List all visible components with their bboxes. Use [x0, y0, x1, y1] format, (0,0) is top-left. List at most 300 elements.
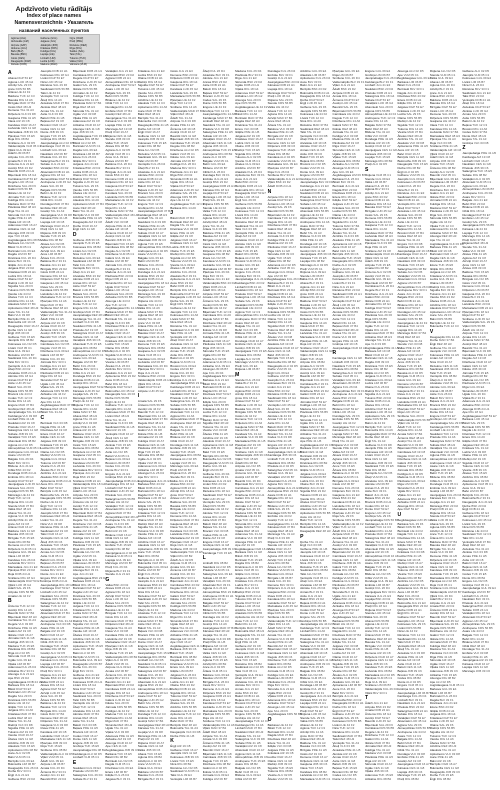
grid-reference: JKB 39 C6 — [253, 453, 268, 458]
grid-reference: LUD 45 G2 — [185, 295, 201, 300]
place-name: Kuldīga — [202, 776, 214, 781]
place-name: Aizvīķi — [105, 151, 115, 156]
place-name: Līvāni — [202, 482, 212, 487]
grid-reference: KRS 56 B5 — [147, 94, 163, 99]
grid-reference: LIM 06 B7 — [83, 359, 98, 364]
grid-reference: KRS 56 B5 — [247, 611, 263, 616]
place-name: Ārciems — [40, 769, 53, 774]
place-name: Madona — [40, 367, 53, 372]
grid-reference: JKB 39 C6 — [244, 245, 259, 250]
grid-reference: SAL 29 F6 — [246, 507, 261, 512]
grid-reference: KUL 26 D4 — [215, 579, 231, 584]
place-name: Amata — [72, 496, 83, 501]
place-name: Pļaviņas — [8, 133, 21, 138]
grid-reference: JKB 39 C6 — [184, 755, 199, 760]
grid-reference: TAL 31 A3 — [113, 216, 128, 221]
grid-reference: VLK 03 D8 — [114, 521, 129, 526]
place-name: Ērgļi — [137, 130, 145, 135]
grid-reference: LIE 44 F2 — [84, 90, 98, 95]
grid-reference: DOB 24 H1 — [244, 694, 260, 699]
grid-reference: DGP 53 E7 — [213, 291, 229, 296]
place-name: Viesīte — [170, 697, 181, 702]
place-name: Annas — [105, 446, 115, 451]
grid-reference: RIG 08 B2 — [218, 151, 233, 156]
grid-reference: JKB 39 C6 — [51, 230, 66, 235]
grid-reference: KUL 26 D4 — [180, 571, 195, 576]
place-name: Biķernieki — [137, 413, 152, 418]
grid-reference: LIM 06 B7 — [246, 166, 261, 171]
place-name: Demene — [72, 446, 86, 451]
place-name: Bērzpils — [170, 288, 182, 293]
grid-reference: DGP 53 E7 — [244, 500, 260, 505]
place-name: Viesīte — [8, 291, 18, 296]
grid-reference: GUL 09 E4 — [274, 370, 290, 375]
grid-reference: RIG 14 A6 — [253, 313, 268, 318]
place-name: Viļāni — [8, 147, 17, 152]
place-name: Ciblā — [137, 266, 146, 271]
grid-reference: BSK 23 D2 — [113, 582, 129, 587]
grid-reference: MAD 37 B4 — [53, 101, 69, 106]
place-name: Priekule — [105, 493, 118, 498]
grid-reference: REZ 48 H3 — [54, 514, 70, 519]
place-name: Akmeņdziras — [8, 446, 27, 451]
grid-reference: VLM 05 C1 — [50, 345, 66, 350]
grid-reference: MAD 37 B4 — [210, 726, 227, 731]
place-name: Barkava — [235, 108, 247, 113]
place-name: Apšuciems — [202, 442, 219, 447]
place-name: Pļaviņas — [170, 539, 183, 544]
place-name: Tukums — [72, 625, 85, 630]
grid-reference: JLG 21 E3 — [150, 69, 165, 73]
grid-reference: JLG 21 E3 — [150, 270, 166, 275]
grid-reference: DOB 24 H1 — [20, 270, 36, 275]
grid-reference: BSK 23 D2 — [52, 474, 68, 479]
grid-reference: JLG 21 E3 — [144, 370, 160, 375]
place-name: Madona — [202, 338, 215, 343]
grid-reference: GUL 09 E4 — [116, 356, 132, 361]
grid-reference: REZ 48 H3 — [178, 112, 194, 117]
place-name: Talsi — [202, 496, 210, 501]
grid-reference: CES 11 G8 — [245, 751, 261, 756]
place-name: Lielvārde — [170, 90, 184, 95]
grid-reference: LIM 06 B7 — [179, 367, 194, 372]
place-name: Subate — [40, 604, 51, 609]
grid-reference: LUD 45 G2 — [49, 381, 65, 386]
place-name: Biķernieki — [105, 683, 120, 688]
place-name: Kokneses — [72, 244, 87, 249]
place-name: Limbaži — [105, 485, 117, 490]
grid-reference: CES 11 G8 — [274, 248, 290, 253]
place-name: Kandava — [137, 356, 151, 361]
place-name: Engure — [170, 374, 181, 379]
grid-reference: TUK 15 E5 — [85, 543, 101, 548]
place-name: Tukums — [40, 460, 52, 465]
grid-reference: MAD 37 B4 — [47, 302, 63, 307]
place-name: Dzelzava — [137, 496, 151, 501]
grid-reference: RIG 08 B2 — [180, 252, 195, 257]
grid-reference: TUK 15 E5 — [214, 349, 230, 354]
place-name: Ādaži — [105, 661, 114, 666]
grid-reference: CES 11 G8 — [20, 226, 36, 231]
place-name: Valka — [202, 209, 211, 214]
grid-reference: OGR 16 A7 — [182, 539, 198, 544]
place-name: Viļāni — [202, 726, 211, 731]
grid-reference: CES 11 G8 — [211, 241, 227, 246]
grid-reference: DGP 53 E7 — [277, 198, 293, 203]
place-name: Codes — [105, 464, 115, 469]
place-name: Rūjiena — [72, 403, 84, 408]
place-name: Ugāle — [105, 726, 114, 731]
grid-reference: RIG 14 A6 — [182, 205, 196, 210]
grid-reference: LIM 06 B7 — [86, 259, 101, 264]
place-name: Asīte — [72, 284, 81, 289]
grid-reference: JLG 21 E3 — [84, 162, 99, 167]
place-name: Avotiņi — [105, 676, 116, 681]
place-name: Engure — [202, 104, 214, 109]
place-name: Tukums — [170, 259, 182, 264]
grid-reference: VLK 03 D8 — [57, 212, 72, 217]
grid-reference: AIZ 19 C8 — [83, 730, 98, 735]
grid-reference: VLK 03 D8 — [182, 528, 198, 533]
place-name: Burtnieki — [8, 248, 21, 253]
place-name: Dziļezers — [202, 690, 216, 695]
place-name: Alauksts — [72, 198, 86, 203]
grid-reference: DOB 24 H1 — [177, 284, 193, 289]
place-name: Rīga — [8, 650, 16, 655]
place-name: Kuldīga — [235, 507, 247, 512]
place-name: Pļaviņas — [170, 97, 183, 102]
place-name: Asīte — [40, 553, 49, 558]
grid-reference: BLV 33 F1 — [244, 582, 259, 587]
place-name: Asare — [8, 453, 17, 458]
grid-reference: BSK 23 D2 — [274, 388, 290, 393]
place-name: Olaine — [235, 586, 245, 591]
place-name: Dzērbene — [235, 492, 250, 497]
place-name: Lielvārde — [235, 435, 249, 440]
place-name: Bukmuiža — [40, 492, 55, 497]
place-name: Dunte — [40, 130, 50, 135]
grid-reference: DOB 24 H1 — [215, 385, 231, 390]
place-name: Rēzekne — [105, 421, 119, 426]
grid-reference: PRE 41 H5 — [19, 417, 35, 422]
grid-reference: BSK 23 D2 — [148, 683, 163, 688]
grid-reference: LUD 45 G2 — [114, 697, 130, 702]
grid-reference: GUL 09 E4 — [214, 363, 230, 368]
place-name: Bauska — [8, 532, 19, 537]
place-name: Dagda — [105, 762, 116, 767]
grid-reference: LIE 44 F2 — [48, 191, 62, 196]
grid-reference: BLV 33 F1 — [116, 776, 131, 781]
place-name: Ārciems — [202, 299, 215, 303]
grid-reference: CES 11 G8 — [52, 327, 68, 332]
grid-reference: KUL 26 D4 — [247, 579, 263, 584]
grid-reference: BLV 33 F1 — [116, 266, 131, 271]
place-name: Līvāni — [267, 385, 277, 390]
grid-reference: VLM 05 C1 — [181, 561, 197, 566]
place-name: Biķernieki — [8, 173, 22, 178]
grid-reference: DGP 53 E7 — [276, 298, 292, 303]
grid-reference: MAD 37 B4 — [54, 611, 70, 616]
place-name: Abavnieki — [105, 507, 120, 512]
grid-reference: SAL 29 F6 — [214, 299, 229, 303]
place-name: Pļaviņas — [40, 299, 53, 303]
grid-reference: KUL 26 D4 — [246, 69, 262, 73]
place-name: Ābeles — [202, 431, 213, 436]
grid-reference: LIE 44 F2 — [147, 406, 161, 411]
place-name: Biķernieki — [170, 137, 185, 142]
place-name: Codes — [8, 395, 18, 400]
grid-reference: OGR 16 A7 — [182, 747, 198, 752]
grid-reference: RIG 08 B2 — [246, 151, 261, 156]
index-letter-heading: B — [8, 598, 12, 605]
place-name: Avotiņi — [40, 331, 51, 336]
grid-reference: MAD 37 B4 — [278, 323, 294, 328]
place-name: Galēni — [72, 83, 83, 88]
grid-reference: BSK 23 D2 — [146, 72, 162, 77]
place-name: Varakļāni — [105, 69, 119, 73]
place-name: Apšuciems — [137, 546, 154, 551]
place-name: Kuldīga — [8, 640, 20, 645]
grid-reference: REZ 48 H3 — [212, 219, 228, 224]
place-name: Viesīte — [137, 90, 148, 95]
grid-reference: VLK 03 D8 — [216, 636, 231, 641]
grid-reference: ALU 02 D5 — [246, 155, 262, 160]
grid-reference: MAD 37 B4 — [250, 316, 267, 321]
place-name: Bukmuiža — [202, 457, 217, 462]
grid-reference: LIM 06 B7 — [213, 676, 228, 681]
grid-reference: KUL 26 D4 — [214, 270, 230, 275]
grid-reference: TUK 15 E5 — [21, 435, 36, 440]
place-name: Dundaga — [202, 173, 216, 178]
place-name: Aiviekste — [170, 341, 184, 346]
place-name: Apšuciems — [8, 306, 24, 310]
grid-reference: VLK 03 D8 — [15, 313, 30, 318]
place-name: Riebiņi — [8, 722, 19, 727]
grid-reference: KRS 56 B5 — [210, 611, 226, 616]
grid-reference: RIG 18 G4 — [179, 489, 195, 494]
place-name: Ludza — [72, 169, 82, 174]
grid-reference: DOB 24 H1 — [86, 69, 103, 73]
place-name: Rēzekne — [137, 151, 151, 156]
place-name: Sigulda — [72, 180, 84, 185]
place-name: Ilūkste — [235, 500, 245, 505]
place-name: Mērsrags — [40, 665, 54, 670]
place-name: Ance — [105, 155, 114, 160]
place-name: Carnikava — [170, 582, 185, 587]
grid-reference: AIZ 19 C8 — [152, 227, 167, 232]
grid-reference: PRE 41 H5 — [82, 726, 98, 731]
place-name: Viļaka — [8, 661, 17, 666]
place-name: Liepāja — [40, 661, 51, 666]
place-name: Subate — [202, 575, 214, 580]
place-name: Naukšēni — [137, 661, 152, 666]
place-name: Burtnieki — [137, 489, 151, 494]
place-name: Blīdene — [105, 97, 117, 102]
grid-reference: KUL 26 D4 — [52, 155, 67, 160]
place-name: Ādaži — [202, 288, 212, 293]
grid-reference: SAL 29 F6 — [54, 492, 69, 497]
grid-reference: TUK 12 C3 — [84, 194, 100, 199]
grid-reference: JKB 39 C6 — [179, 244, 194, 249]
place-name: Rīga — [170, 615, 178, 620]
place-name: Avotiņi — [40, 773, 51, 778]
grid-reference: BSK 23 D2 — [15, 467, 31, 472]
place-name: Sigulda — [137, 83, 149, 88]
grid-reference: JLG 21 E3 — [151, 679, 166, 684]
grid-reference: CES 11 G8 — [49, 126, 65, 131]
place-name: Dzērbene — [40, 349, 55, 354]
place-name: Roja — [105, 647, 113, 652]
place-name: Ilūkste — [8, 632, 18, 637]
grid-reference: PRE 41 H5 — [53, 525, 69, 530]
place-name: Pāvilosta — [137, 446, 151, 451]
place-name: Smiltene — [170, 546, 183, 551]
place-name: Ārlava — [137, 766, 148, 770]
grid-reference: LIM 06 B7 — [149, 769, 164, 774]
place-name: Cēsis — [170, 510, 179, 515]
place-name: Olaine — [72, 173, 83, 178]
grid-reference: BSK 23 D2 — [247, 79, 263, 84]
place-name: Liepāja — [8, 489, 19, 494]
grid-reference: SAL 29 F6 — [49, 385, 64, 390]
place-name: Daugavpils — [72, 661, 89, 666]
grid-reference: TUK 12 C3 — [81, 302, 97, 307]
grid-reference: RIG 14 A6 — [119, 507, 134, 512]
place-name: Ance — [137, 762, 146, 767]
grid-reference: DGP 53 E7 — [213, 191, 229, 196]
grid-reference: VLM 05 C1 — [115, 762, 131, 767]
grid-reference: RIG 18 G4 — [54, 72, 69, 77]
place-name: Smiltene — [170, 104, 183, 109]
grid-reference: RIG 18 G4 — [211, 597, 226, 602]
place-name: Asīte — [202, 83, 211, 88]
grid-reference: GUL 09 E4 — [245, 162, 260, 167]
grid-reference: DOB 24 H1 — [246, 184, 263, 188]
grid-reference: BSK 23 D2 — [52, 266, 67, 271]
grid-reference: JKB 39 C6 — [244, 144, 260, 149]
place-name: Balvi — [235, 180, 243, 185]
index-entry — [235, 778, 264, 782]
grid-reference: RIG 08 B2 — [114, 345, 129, 350]
place-name: Ciblā — [8, 467, 16, 472]
place-name: Smiltene — [202, 277, 216, 282]
place-name: Ādaži — [202, 730, 212, 735]
grid-reference: RIG 14 A6 — [212, 414, 227, 418]
grid-reference: OGR 16 A7 — [181, 237, 197, 242]
place-name: Limbaži — [202, 119, 214, 124]
place-name: Limbaži — [202, 561, 214, 566]
grid-reference: RIG 18 G4 — [242, 395, 258, 400]
place-name: Baldone — [40, 259, 53, 264]
place-name: Ārlava — [8, 90, 18, 95]
grid-reference: LUD 45 G2 — [18, 79, 34, 84]
grid-reference: BSK 23 D2 — [20, 776, 36, 781]
place-name: Avotiņi — [202, 744, 213, 749]
grid-reference: TUK 12 C3 — [189, 201, 205, 206]
grid-reference: JKB 39 C6 — [181, 446, 196, 451]
grid-reference: GUL 09 E4 — [214, 672, 230, 677]
place-name: Akniste — [137, 173, 149, 178]
place-name: Kazdanga — [40, 144, 55, 149]
grid-reference: DOB 24 H1 — [15, 571, 31, 576]
grid-reference: VLK 03 D8 — [147, 428, 162, 433]
place-name: Mazsalaca — [137, 363, 153, 368]
place-name: Subate — [8, 431, 19, 436]
place-name: Amata — [8, 593, 18, 598]
place-name: Madona — [105, 270, 118, 275]
grid-reference: JLG 21 E3 — [214, 378, 229, 383]
grid-reference: GUL 09 E4 — [151, 155, 167, 160]
place-name: Ventspils — [72, 266, 86, 271]
grid-reference: ALU 02 D5 — [115, 349, 130, 354]
place-name: Priekule — [72, 769, 85, 774]
place-name: Pāvilosta — [105, 273, 119, 278]
place-name: Ārlava — [105, 158, 115, 163]
grid-reference: VLK 03 D8 — [84, 320, 99, 325]
grid-reference: PRE 41 H5 — [182, 633, 198, 638]
place-name: Bērzpils — [267, 356, 280, 361]
place-name: Jelgava — [235, 575, 247, 580]
place-name: Galēni — [105, 255, 115, 260]
place-name: Amata — [40, 766, 50, 770]
index-entry — [170, 778, 199, 782]
title-english: Index of place names — [26, 13, 82, 19]
grid-reference: KUL 26 D4 — [150, 162, 166, 167]
grid-reference: SAL 29 F6 — [117, 493, 132, 498]
grid-reference: OGR 16 A7 — [47, 532, 63, 537]
place-name: Amata — [235, 467, 245, 472]
grid-reference: JKB 39 C6 — [18, 431, 33, 436]
grid-reference: ALU 02 D5 — [181, 456, 197, 461]
grid-reference: BLV 33 F1 — [55, 158, 70, 163]
place-name: Liepāja — [137, 288, 149, 293]
grid-reference: DOB 24 H1 — [124, 478, 140, 483]
place-name: Bikstī — [105, 755, 114, 760]
grid-reference: MAD 37 B4 — [117, 618, 133, 623]
place-name: Degole — [202, 316, 214, 321]
grid-reference: LIM 06 B7 — [150, 360, 165, 365]
grid-reference: SAL 29 F6 — [246, 607, 261, 612]
grid-reference: REZ 48 H3 — [19, 406, 35, 411]
grid-reference: AIZ 19 C8 — [214, 435, 228, 440]
place-name: Mazsalaca — [72, 467, 89, 472]
grid-reference: DGP 53 E7 — [178, 83, 194, 88]
place-name: Aizkalne — [105, 737, 118, 742]
grid-reference: LIM 06 B7 — [50, 661, 65, 666]
grid-reference: BLV 33 F1 — [209, 273, 224, 278]
place-name: Bērzpils — [137, 115, 150, 120]
grid-reference: BLV 33 F1 — [115, 676, 130, 681]
grid-reference: REZ 48 H3 — [52, 715, 68, 720]
grid-reference: KUL 26 D4 — [214, 471, 230, 476]
place-name: Andrupene — [40, 622, 56, 627]
place-name: Saulkrasti — [72, 694, 87, 699]
index-entry — [73, 778, 102, 782]
grid-reference: RIG 08 B2 — [187, 453, 202, 458]
place-name: Ventspils — [235, 672, 249, 677]
place-name: Jūrmala — [202, 331, 215, 336]
place-name: Jaunpiebalga — [137, 651, 157, 655]
place-name: Jūrmala — [105, 704, 117, 709]
grid-reference: JLG 21 E3 — [213, 76, 228, 81]
grid-reference: TUK 15 E5 — [145, 550, 161, 555]
place-name: Ārlava — [137, 324, 148, 329]
place-name: Ciblā — [137, 708, 146, 713]
grid-reference: RIG 08 B2 — [152, 654, 167, 659]
place-name: Augšdaugava — [267, 277, 287, 282]
grid-reference: CES 11 G8 — [83, 536, 99, 540]
grid-reference: TUK 12 C3 — [182, 309, 197, 314]
